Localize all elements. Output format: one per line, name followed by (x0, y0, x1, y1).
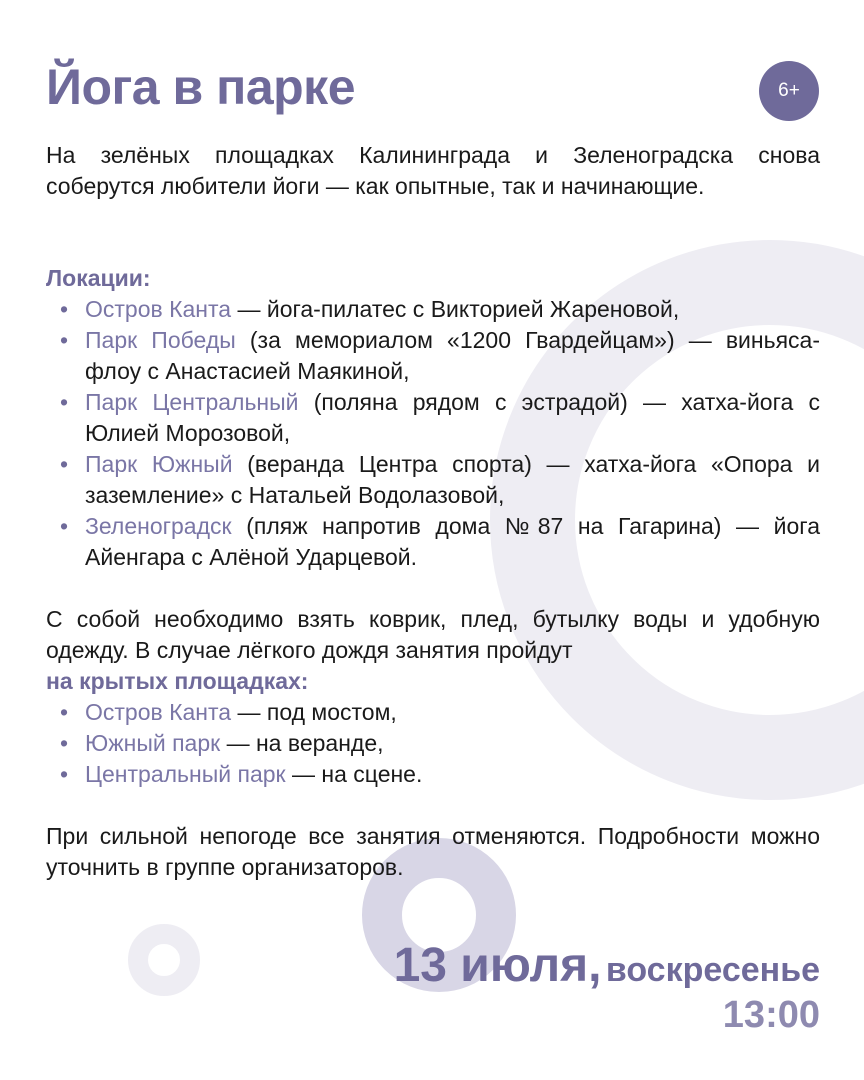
locations-heading: Локации: (46, 265, 151, 291)
location-details: (веранда Центра спорта) — хатха-йога «Опора и заземление» с Натальей Водолазовой, (85, 451, 820, 508)
intro-paragraph: На зелёных площадках Калининграда и Зеленоградска снова соберутся любители йоги — как опытные, так и начинающие. (46, 142, 820, 199)
bullet-icon: • (60, 327, 69, 353)
location-name: Парк Центральный (85, 389, 299, 415)
locations-list (46, 294, 820, 573)
bring-paragraph: С собой необходимо взять коврик, плед, бутылку воды и удобную одежду. В случае лёгкого дождя занятия пройдут (46, 606, 820, 663)
location-name: Парк Южный (85, 451, 233, 477)
location-details: (за мемориалом «1200 Гвардейцам») — виньяса-флоу с Анастасией Маякиной, (85, 327, 820, 384)
decorative-ring-small (128, 924, 200, 996)
list-item (46, 511, 820, 573)
location-name: Парк Победы (85, 327, 236, 353)
location-details: — под мостом, (231, 699, 397, 725)
event-date (394, 938, 820, 993)
list-item (46, 294, 820, 325)
weekday-text: воскресенье (605, 951, 820, 989)
list-item (46, 325, 820, 387)
list-item (46, 697, 820, 728)
location-name: Центральный парк (85, 761, 286, 787)
bullet-icon: • (60, 699, 69, 725)
location-details: — на сцене. (285, 761, 423, 787)
list-item (46, 449, 820, 511)
weather-paragraph: При сильной непогоде все занятия отменяются. Подробности можно уточнить в группе организаторов. (46, 823, 820, 880)
location-details: — на веранде, (220, 730, 384, 756)
list-item (46, 387, 820, 449)
list-item (46, 728, 820, 759)
date-text: 13 июля, (393, 939, 602, 992)
location-name: Южный парк (85, 730, 221, 756)
rain-heading: на крытых площадках: (46, 668, 309, 694)
location-details: (пляж напротив дома №87 на Гагарина) — йога Айенгара с Алёной Ударцевой. (85, 513, 820, 570)
bullet-icon: • (60, 730, 69, 756)
list-item (46, 759, 820, 790)
location-details: — йога-пилатес с Викторией Жареновой, (231, 296, 680, 322)
bullet-icon: • (60, 513, 69, 539)
location-details: (поляна рядом с эстрадой) — хатха-йога с Юлией Морозовой, (85, 389, 820, 446)
age-rating-badge: 6+ (759, 61, 819, 121)
location-name: Остров Канта (85, 699, 232, 725)
rain-locations-list (46, 697, 820, 790)
bullet-icon: • (60, 451, 69, 477)
bullet-icon: • (60, 761, 69, 787)
bullet-icon: • (60, 296, 69, 322)
location-name: Зеленоградск (85, 513, 232, 539)
bullet-icon: • (60, 389, 69, 415)
page-title: Йога в парке (46, 59, 356, 115)
event-time: 13:00 (722, 994, 820, 1036)
location-name: Остров Канта (85, 296, 232, 322)
